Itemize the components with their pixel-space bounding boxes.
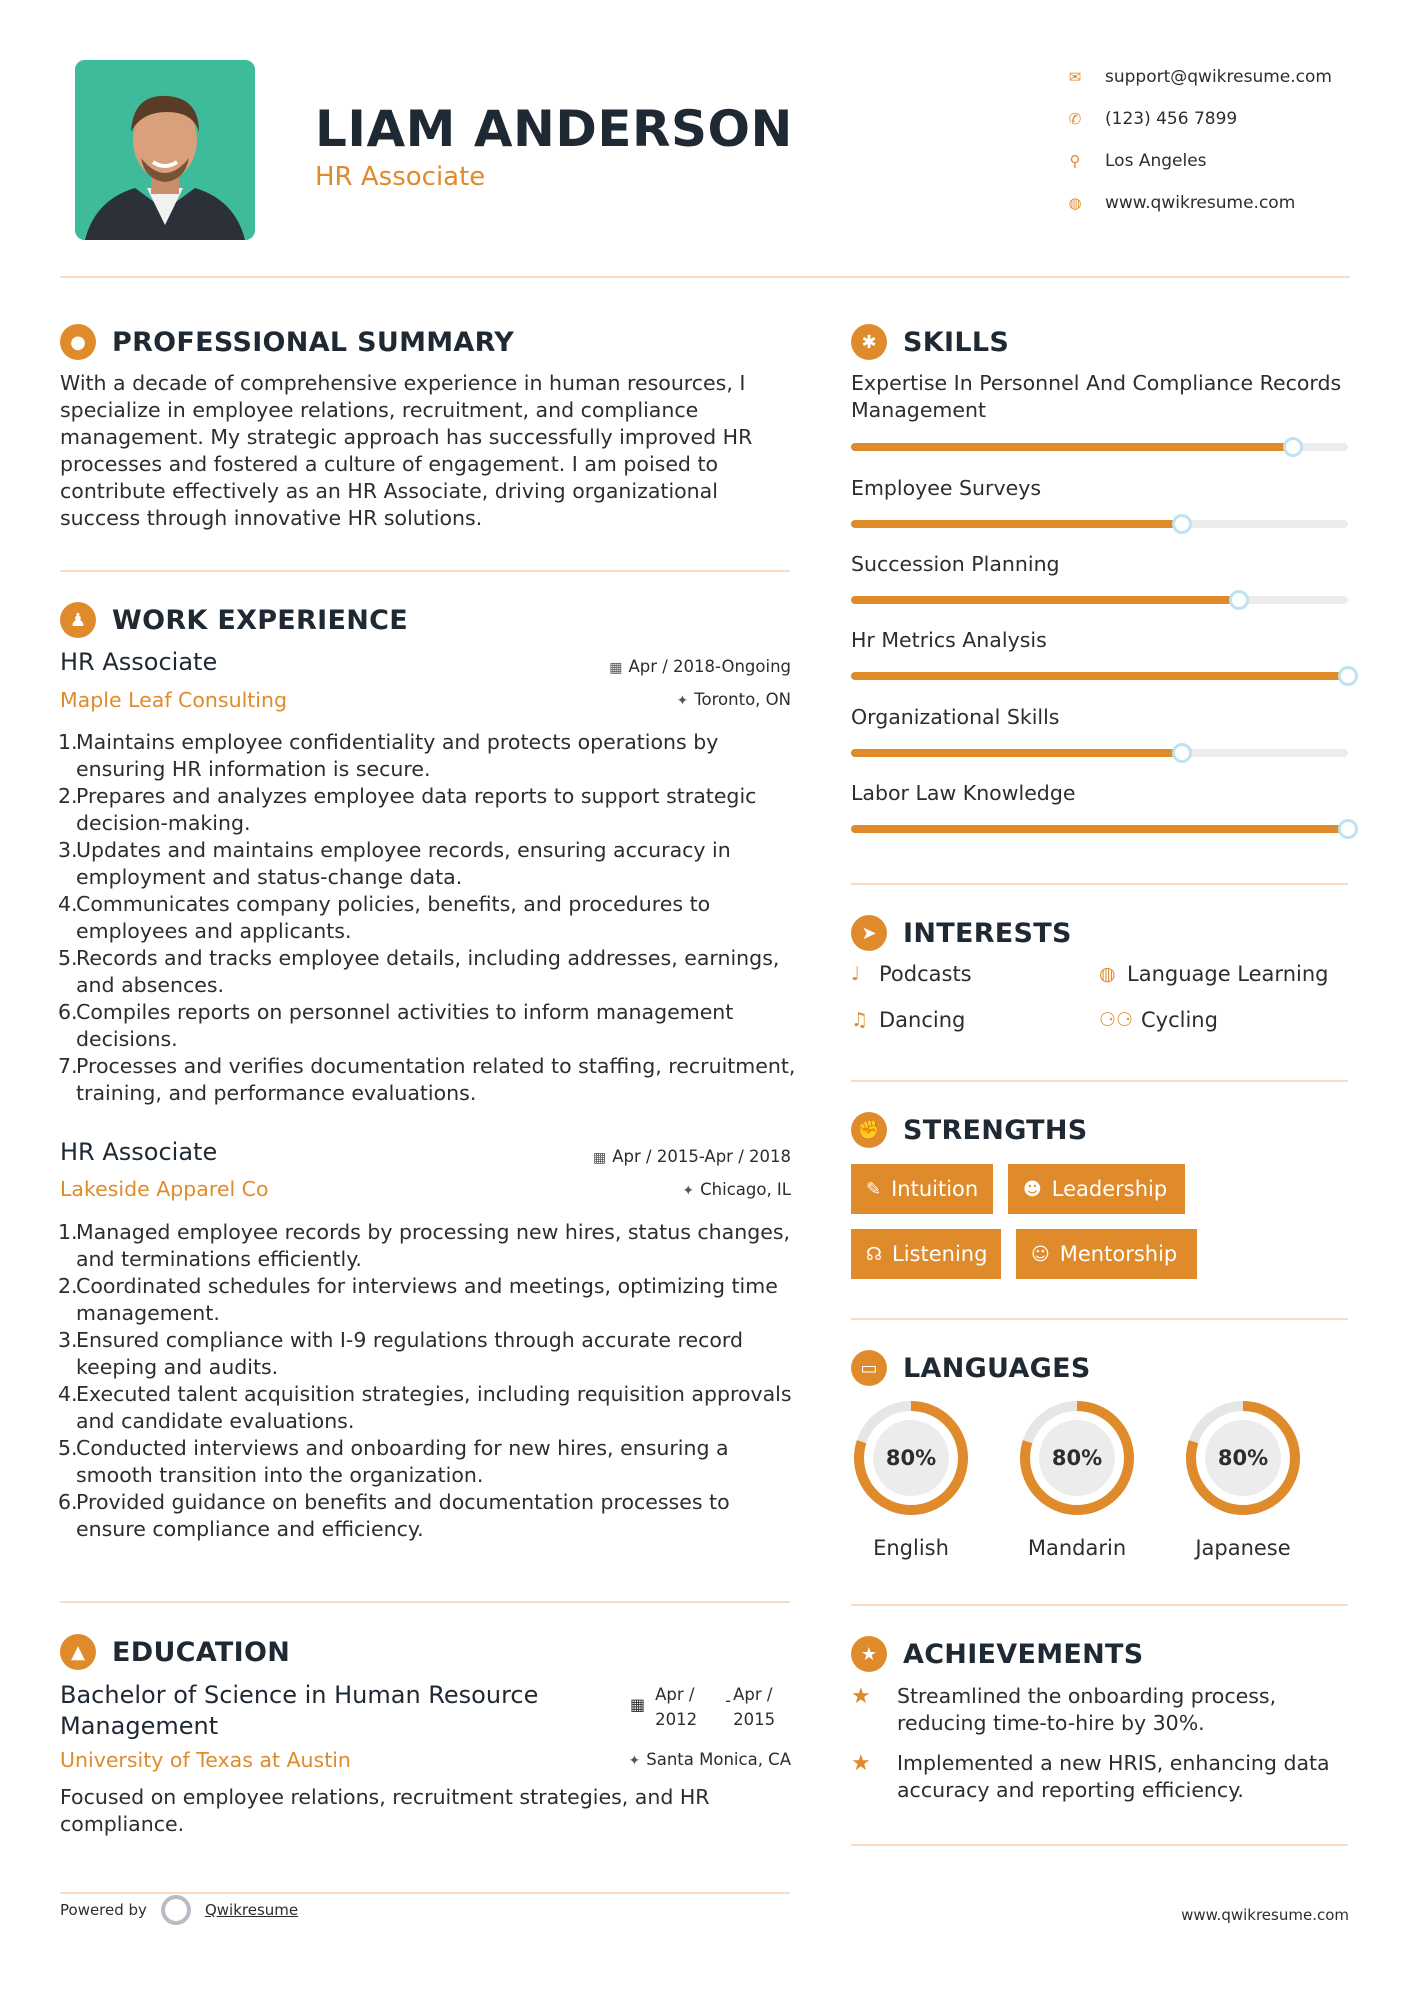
- calendar-icon: ▦: [630, 1695, 646, 1714]
- qwikresume-logo-icon: [161, 1895, 191, 1925]
- strength-tag: ✎ Intuition: [851, 1164, 993, 1214]
- strength-tag: ☻ Leadership: [1008, 1164, 1185, 1214]
- pin-icon: ✦: [682, 1183, 695, 1199]
- language-name: Mandarin: [1027, 1536, 1127, 1560]
- list-item: 2. Coordinated schedules for interviews and meetings, optimizing time management.: [58, 1274, 778, 1325]
- skill-name: Employee Surveys: [851, 476, 1042, 500]
- section-divider: [851, 1604, 1348, 1606]
- list-item: 5. Conducted interviews and onboarding for new hires, ensuring a smooth transition into the organization.: [58, 1436, 729, 1487]
- pin-icon: ✦: [676, 693, 689, 709]
- job-title: HR Associate: [60, 1138, 218, 1166]
- headphones-icon: ☊: [866, 1243, 882, 1265]
- globe-icon: ◍: [1099, 963, 1116, 985]
- skill-bar-knob: [1172, 514, 1192, 534]
- pin-icon: ✦: [628, 1753, 641, 1769]
- strength-tag: ☺ Mentorship: [1016, 1229, 1197, 1279]
- skill-bar-fill: [851, 443, 1293, 451]
- skill-bar-knob: [1283, 437, 1303, 457]
- summary-heading: ● PROFESSIONAL SUMMARY: [60, 324, 514, 360]
- language-percent: 80%: [1051, 1446, 1103, 1470]
- candidate-title: HR Associate: [315, 162, 486, 192]
- header-divider: [60, 276, 1350, 278]
- phone-icon: ✆: [1068, 110, 1082, 128]
- globe-icon: ◍: [1068, 194, 1082, 212]
- section-divider: [851, 1080, 1348, 1082]
- interests-heading: ➤ INTERESTS: [851, 915, 1072, 951]
- contact-location: ⚲ Los Angeles: [1055, 140, 1385, 182]
- language-name: English: [873, 1536, 949, 1560]
- job-bullets: [58, 729, 798, 1107]
- skill-name: Hr Metrics Analysis: [851, 628, 1047, 652]
- list-item: 5. Records and tracks employee details, including addresses, earnings, and absences.: [58, 946, 780, 997]
- contact-website[interactable]: ◍ www.qwikresume.com: [1055, 182, 1385, 224]
- interest-item: ♫ Dancing: [851, 1008, 966, 1032]
- skill-bar-fill: [851, 749, 1182, 757]
- calendar-icon: ▦: [609, 660, 623, 676]
- id-card-icon: ▭: [851, 1350, 887, 1386]
- degree-title: Bachelor of Science in Human Resource Management: [60, 1681, 539, 1740]
- lightbulb-icon: ✱: [851, 324, 887, 360]
- strengths-heading: ✊ STRENGTHS: [851, 1112, 1088, 1148]
- list-item: 6. Provided guidance on benefits and documentation processes to ensure compliance and efficiency.: [58, 1490, 730, 1541]
- map-pin-icon: ⚲: [1069, 152, 1081, 170]
- user-icon: ●: [60, 324, 96, 360]
- fist-icon: ✊: [851, 1112, 887, 1148]
- list-item: 6. Compiles reports on personnel activities to inform management decisions.: [58, 1000, 734, 1051]
- star-badge-icon: ★: [851, 1636, 887, 1672]
- list-item: 4. Communicates company policies, benefits, and procedures to employees and applicants.: [58, 892, 711, 943]
- education-heading: ▲ EDUCATION: [60, 1634, 290, 1670]
- language-percent: 80%: [885, 1446, 937, 1470]
- star-icon: ★: [851, 1751, 871, 1776]
- skill-bar: [851, 672, 1348, 680]
- skill-bar-knob: [1338, 819, 1358, 839]
- contact-phone[interactable]: ✆ (123) 456 7899: [1055, 98, 1385, 140]
- list-item: 2. Prepares and analyzes employee data reports to support strategic decision-making.: [58, 784, 757, 835]
- job-dates: ▦ Apr / 2018-Ongoing: [609, 657, 791, 676]
- skills-heading: ✱ SKILLS: [851, 324, 1009, 360]
- skill-bar: [851, 520, 1348, 528]
- section-divider: [851, 1318, 1348, 1320]
- section-divider: [851, 883, 1348, 885]
- language-item: [1181, 1396, 1305, 1560]
- user-plus-icon: ☺: [1031, 1243, 1050, 1265]
- languages-heading: ▭ LANGUAGES: [851, 1350, 1091, 1386]
- language-name: Japanese: [1195, 1536, 1291, 1560]
- skill-bar-knob: [1229, 590, 1249, 610]
- profile-photo: [75, 60, 255, 240]
- job-dates: ▦ Apr / 2015-Apr / 2018: [593, 1147, 791, 1166]
- contact-email[interactable]: ✉ support@qwikresume.com: [1055, 56, 1385, 98]
- contact-list: [1055, 56, 1385, 224]
- achievement-item: ★ Implemented a new HRIS, enhancing data accuracy and reporting efficiency.: [851, 1751, 1330, 1802]
- bicycle-icon: ⚆⚆: [1099, 1009, 1134, 1031]
- strength-tag: ☊ Listening: [851, 1229, 1001, 1279]
- section-divider: [60, 1601, 790, 1603]
- interest-item: ♩ Podcasts: [851, 962, 972, 986]
- job-location: ✦ Toronto, ON: [676, 690, 791, 709]
- job-bullets: [58, 1219, 798, 1543]
- skill-bar-knob: [1338, 666, 1358, 686]
- summary-text: With a decade of comprehensive experience in human resources, I specialize in employee relations, recruitment, and compliance management. My strategic approach has successfully improved HR processes and fostered a culture of engagement. I am poised to contribute effectively as an HR Associate, driving organizational success through innovative HR solutions.: [60, 371, 753, 530]
- list-item: 3. Updates and maintains employee records, ensuring accuracy in employment and status-change data.: [58, 838, 731, 889]
- footer-powered-by: Powered by Qwikresume: [60, 1895, 298, 1925]
- paper-plane-icon: ➤: [851, 915, 887, 951]
- skill-bar: [851, 825, 1348, 833]
- skill-bar: [851, 749, 1348, 757]
- job-title: HR Associate: [60, 648, 218, 676]
- briefcase-icon: ♟: [60, 602, 96, 638]
- skill-bar: [851, 596, 1348, 604]
- school-name: University of Texas at Austin: [60, 1748, 351, 1772]
- skill-bar-knob: [1172, 743, 1192, 763]
- job-company: Lakeside Apparel Co: [60, 1177, 269, 1201]
- interest-item: ◍ Language Learning: [1099, 962, 1329, 986]
- section-divider: [851, 1844, 1348, 1846]
- list-item: 1. Managed employee records by processing new hires, status changes, and terminations efficiently.: [58, 1220, 791, 1271]
- footer-website-link[interactable]: www.qwikresume.com: [1181, 1906, 1349, 1924]
- users-icon: ☻: [1023, 1178, 1042, 1200]
- microphone-icon: ♩: [851, 963, 860, 985]
- education-location: ✦ Santa Monica, CA: [628, 1750, 791, 1769]
- skill-bar-fill: [851, 520, 1182, 528]
- interest-item: ⚆⚆ Cycling: [1099, 1008, 1218, 1032]
- list-item: 4. Executed talent acquisition strategies, including requisition approvals and candidate evaluations.: [58, 1382, 792, 1433]
- achievements-heading: ★ ACHIEVEMENTS: [851, 1636, 1144, 1672]
- list-item: 7. Processes and verifies documentation related to staffing, recruitment, training, and performance evaluations.: [58, 1054, 796, 1105]
- section-divider: [60, 570, 790, 572]
- skill-name: Labor Law Knowledge: [851, 781, 1076, 805]
- skill-bar: [851, 443, 1348, 451]
- list-item: 3. Ensured compliance with I-9 regulations through accurate record keeping and audits.: [58, 1328, 744, 1379]
- achievement-item: ★ Streamlined the onboarding process, reducing time-to-hire by 30%.: [851, 1684, 1277, 1735]
- education-dates: ▦ Apr / 2012 - Apr / 2015: [630, 1682, 775, 1732]
- language-item: [849, 1396, 973, 1560]
- list-item: 1. Maintains employee confidentiality and protects operations by ensuring HR information is secure.: [58, 730, 719, 781]
- candidate-name: LIAM ANDERSON: [315, 100, 793, 158]
- education-description: Focused on employee relations, recruitment strategies, and HR compliance.: [60, 1785, 710, 1836]
- calendar-icon: ▦: [593, 1150, 607, 1166]
- skill-bar-fill: [851, 596, 1239, 604]
- graduation-cap-icon: ▲: [60, 1634, 96, 1670]
- job-location: ✦ Chicago, IL: [682, 1180, 791, 1199]
- language-item: [1015, 1396, 1139, 1560]
- skill-bar-fill: [851, 672, 1348, 680]
- magic-wand-icon: ✎: [866, 1178, 882, 1200]
- qwikresume-link[interactable]: Qwikresume: [204, 1901, 299, 1919]
- experience-heading: ♟ WORK EXPERIENCE: [60, 602, 408, 638]
- envelope-icon: ✉: [1068, 68, 1082, 86]
- skill-name: Organizational Skills: [851, 705, 1060, 729]
- skill-name: Expertise In Personnel And Compliance Records Management: [851, 371, 1342, 422]
- job-company: Maple Leaf Consulting: [60, 688, 288, 712]
- skill-bar-fill: [851, 825, 1348, 833]
- star-icon: ★: [851, 1684, 871, 1709]
- language-percent: 80%: [1217, 1446, 1269, 1470]
- section-divider: [60, 1892, 790, 1894]
- skill-name: Succession Planning: [851, 552, 1060, 576]
- music-note-icon: ♫: [851, 1009, 869, 1031]
